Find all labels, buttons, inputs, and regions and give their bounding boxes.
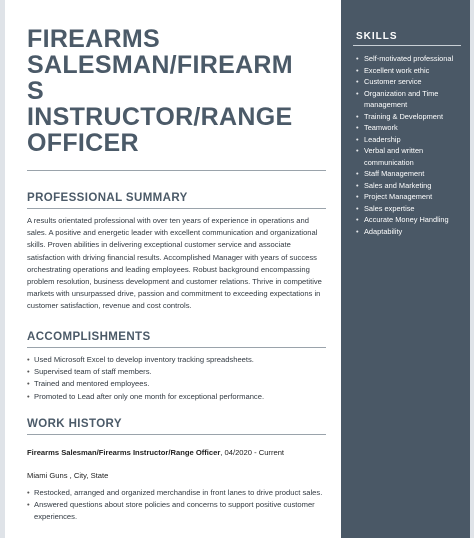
- professional-summary-heading: PROFESSIONAL SUMMARY: [27, 192, 188, 204]
- accomplishments-list: [27, 354, 327, 403]
- skill-item: • Training & Development: [356, 111, 466, 123]
- job-title: Firearms Salesman/Firearms Instructor/Range Officer: [27, 448, 221, 457]
- title-divider: [27, 170, 326, 171]
- skill-item: • Excellent work ethic: [356, 65, 466, 77]
- resume-main-column: [27, 0, 327, 538]
- skills-divider: [353, 45, 461, 46]
- skill-item: • Self-motivated professional: [356, 53, 466, 65]
- skill-item: • Sales and Marketing: [356, 180, 466, 192]
- skills-list: [356, 53, 466, 237]
- skills-sidebar: [341, 0, 470, 538]
- job-location: Miami Guns , City, State: [27, 471, 109, 480]
- job-title-line: [27, 447, 327, 458]
- skill-item: • Accurate Money Handling: [356, 214, 466, 226]
- skill-item: • Customer service: [356, 76, 466, 88]
- work-history-list: [27, 487, 327, 524]
- list-item: • Promoted to Lead after only one month for exceptional performance.: [27, 391, 327, 403]
- skill-item: • Project Management: [356, 191, 466, 203]
- section-divider: [27, 347, 326, 348]
- title-line: S: [27, 77, 44, 105]
- title-line: SALESMAN/FIREARM: [27, 51, 293, 79]
- skill-item: • Teamwork: [356, 122, 466, 134]
- list-item: • Supervised team of staff members.: [27, 366, 327, 378]
- skill-item: • Leadership: [356, 134, 466, 146]
- title-line: FIREARMS: [27, 25, 160, 53]
- list-item: • Trained and mentored employees.: [27, 378, 327, 390]
- resume-title: [27, 26, 332, 156]
- skill-item: • Sales expertise: [356, 203, 466, 215]
- page-border-right: [470, 0, 474, 538]
- job-dates: , 04/2020 - Current: [220, 448, 285, 457]
- accomplishments-heading: ACCOMPLISHMENTS: [27, 331, 151, 343]
- section-divider: [27, 208, 326, 209]
- list-item: • Restocked, arranged and organized merchandise in front lanes to drive product sales.: [27, 487, 327, 499]
- title-line: OFFICER: [27, 129, 139, 157]
- skill-item: • Staff Management: [356, 168, 466, 180]
- page-border-left: [0, 0, 5, 538]
- skill-item: • Verbal and written communication: [356, 145, 466, 168]
- skills-heading: SKILLS: [356, 31, 398, 42]
- title-line: INSTRUCTOR/RANGE: [27, 103, 293, 131]
- list-item: • Used Microsoft Excel to develop inventory tracking spreadsheets.: [27, 354, 327, 366]
- skill-item: • Adaptability: [356, 226, 466, 238]
- professional-summary-text: A results orientated professional with over ten years of experience in operations and sales. A positive and energetic leader with excellent communication and organizational skills. Proven abilities in delivering exceptional customer service and associate satisfaction with driving financial results. Accomplished Manager with years of success orchestrating operations and leading employees. Robust background encompassing problem resolution, business development and customer relations. Thrive in competitive markets with unsurpassed drive, passion and commitment to exceeding expectations in customer satisfaction, revenue and cost controls.: [27, 216, 322, 311]
- list-item: • Answered questions about store policies and concerns to support positive customer experiences.: [27, 499, 327, 523]
- work-history-heading: WORK HISTORY: [27, 418, 122, 430]
- section-divider: [27, 434, 326, 435]
- skill-item: • Organization and Time management: [356, 88, 466, 111]
